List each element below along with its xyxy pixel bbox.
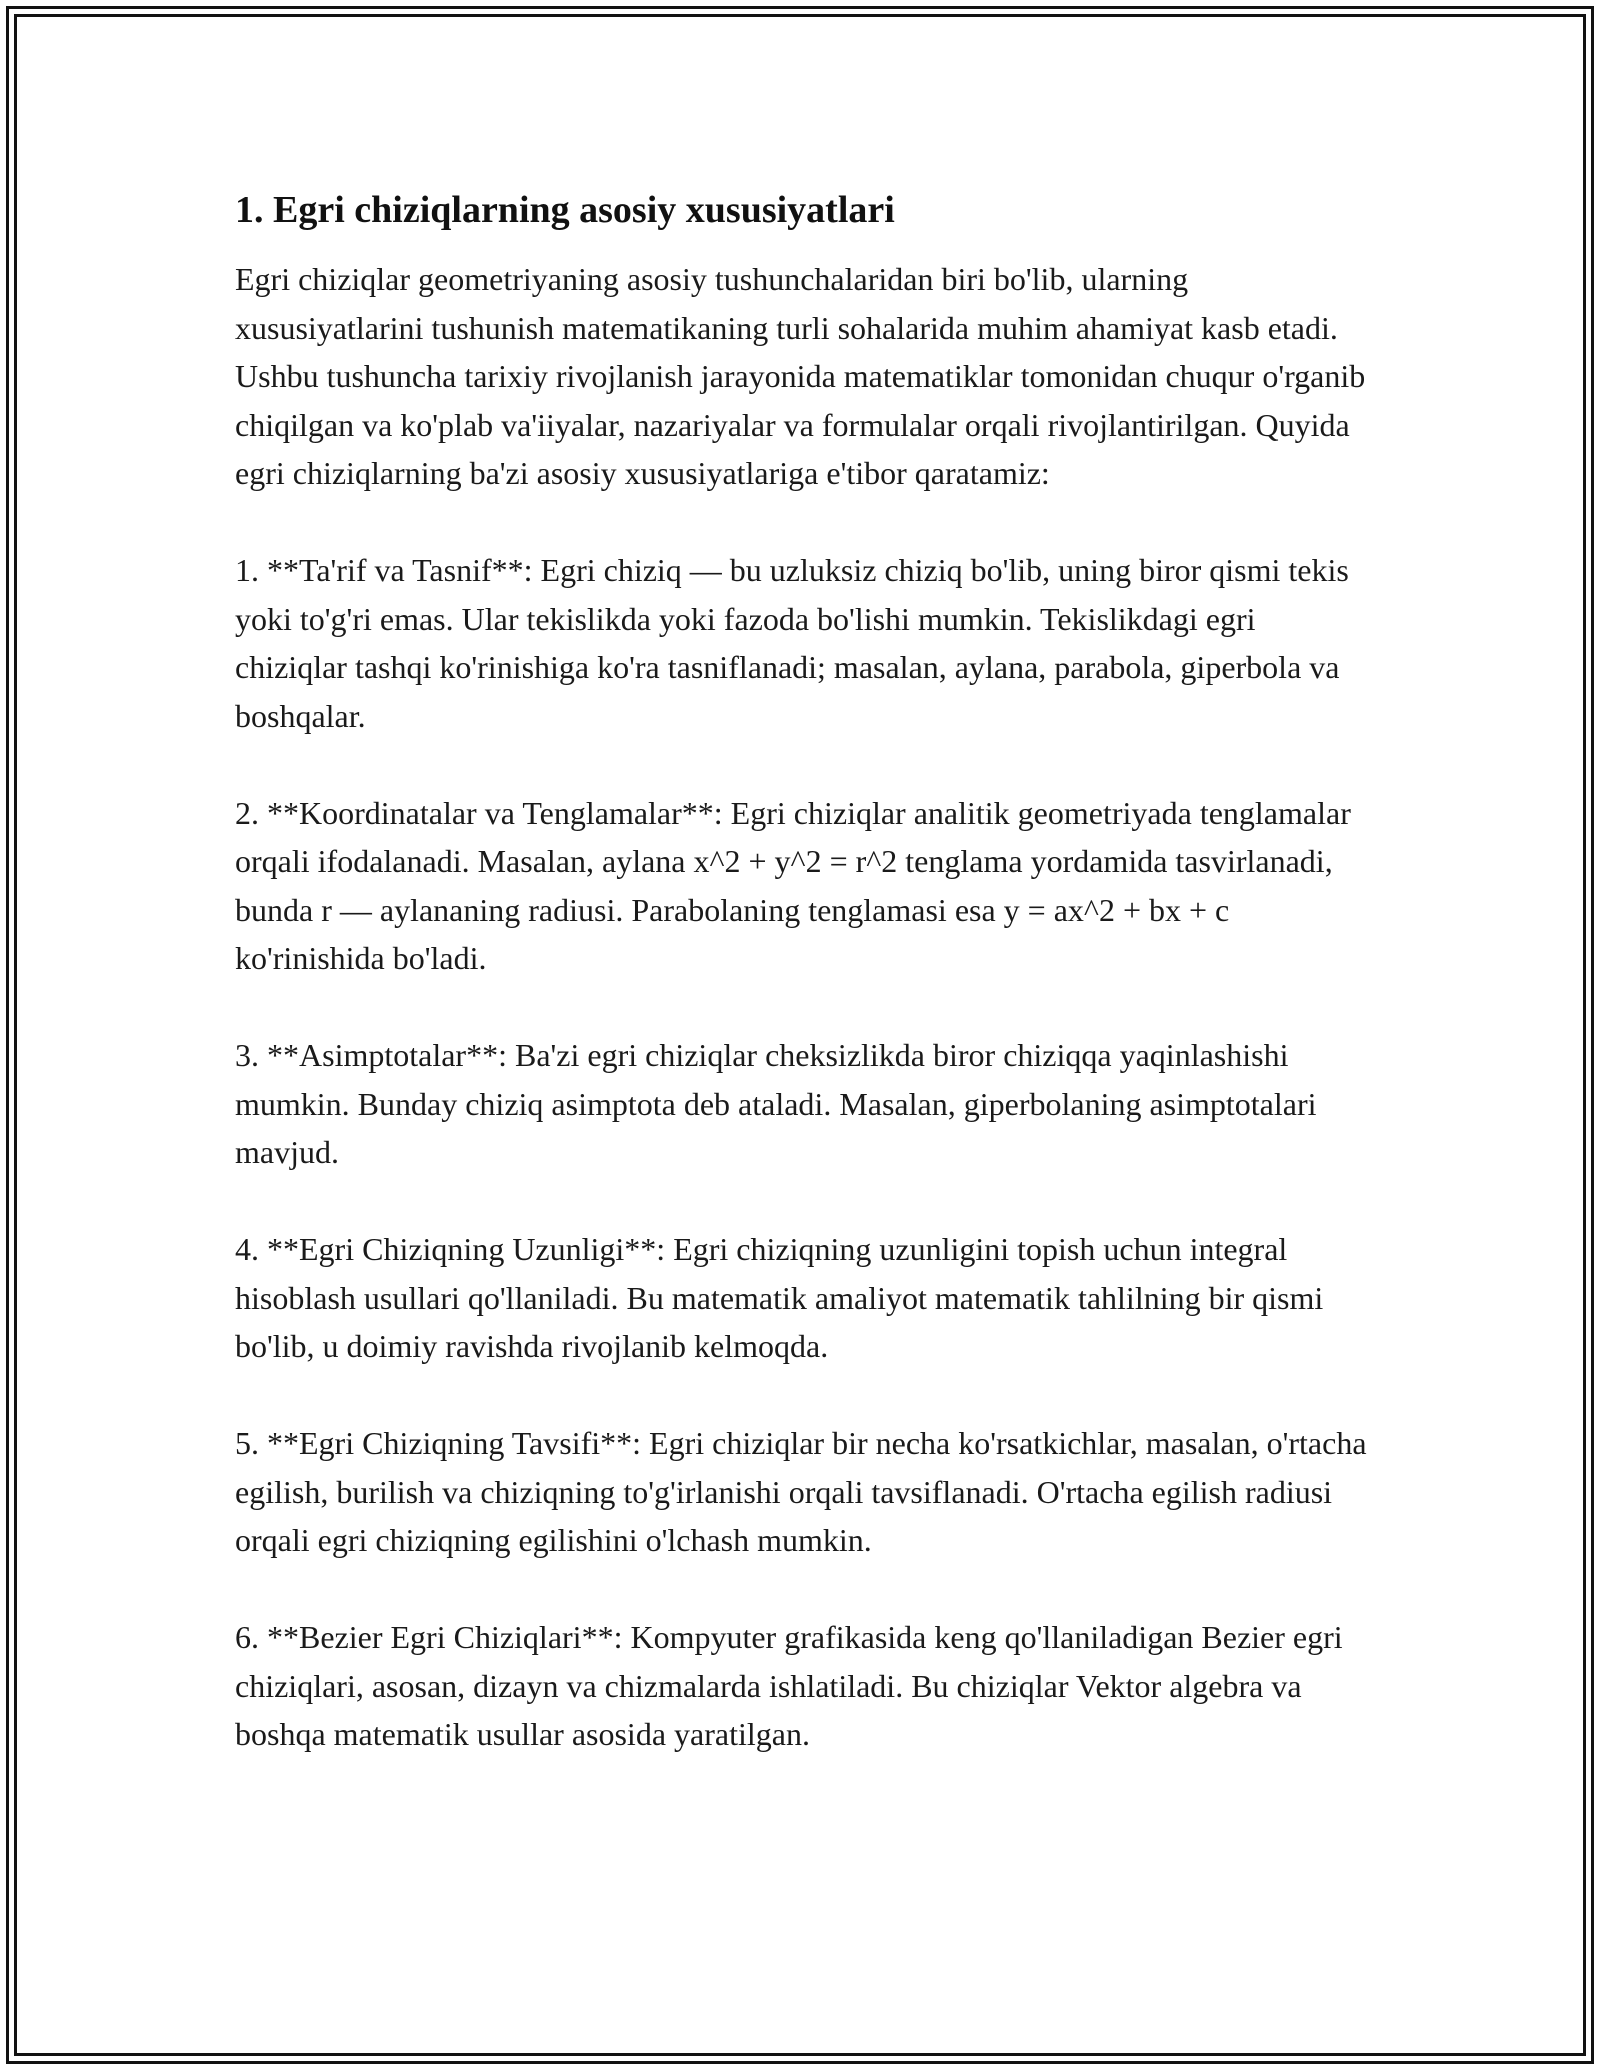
- list-item-asymptotes: 3. **Asimptotalar**: Ba'zi egri chiziqlar cheksizlikda biror chiziqqa yaqinlashishi mumkin. Bunday chiziq asimptota deb ataladi. Masalan, giperbolaning asimptotalari mavjud.: [235, 1037, 1317, 1170]
- list-item-coordinates: 2. **Koordinatalar va Tenglamalar**: Egri chiziqlar analitik geometriyada tenglamalar orqali ifodalanadi. Masalan, aylana x^2 + y^2 = r^2 tenglama yordamida tasvirlanadi, bunda r — aylananing radiusi. Parabolaning tenglamasi esa y = ax^2 + bx + c ko'rinishida bo'ladi.: [235, 794, 1351, 976]
- document-body: [235, 185, 1375, 1807]
- list-item-length: 4. **Egri Chiziqning Uzunligi**: Egri chiziqning uzunligini topish uchun integral hisoblash usullari qo'llaniladi. Bu matematik amaliyot matematik tahlilning bir qismi bo'lib, u doimiy ravishda rivojlanib kelmoqda.: [235, 1231, 1324, 1364]
- list-item-description: 5. **Egri Chiziqning Tavsifi**: Egri chiziqlar bir necha ko'rsatkichlar, masalan, o'rtacha egilish, burilish va chiziqning to'g'irlanishi orqali tavsiflanadi. O'rtacha egilish radiusi orqali egri chiziqning egilishini o'lchash mumkin.: [235, 1425, 1367, 1558]
- section-heading: 1. Egri chiziqlarning asosiy xususiyatlari: [235, 189, 895, 231]
- list-item-definition: 1. **Ta'rif va Tasnif**: Egri chiziq — bu uzluksiz chiziq bo'lib, uning biror qismi tekis yoki to'g'ri emas. Ular tekislikda yoki fazoda bo'lishi mumkin. Tekislikdagi egri chiziqlar tashqi ko'rinishiga ko'ra tasniflanadi; masalan, aylana, parabola, giperbola va boshqalar.: [235, 552, 1349, 734]
- intro-paragraph: Egri chiziqlar geometriyaning asosiy tushunchalaridan biri bo'lib, ularning xususiyatlarini tushunish matematikaning turli sohalarida muhim ahamiyat kasb etadi. Ushbu tushuncha tarixiy rivojlanish jarayonida matematiklar tomonidan chuqur o'rganib chiqilgan va ko'plab va'iiyalar, nazariyalar va formulalar orqali rivojlantirilgan. Quyida egri chiziqlarning ba'zi asosiy xususiyatlariga e'tibor qaratamiz:: [235, 261, 1366, 491]
- list-item-bezier: 6. **Bezier Egri Chiziqlari**: Kompyuter grafikasida keng qo'llaniladigan Bezier egri chiziqlari, asosan, dizayn va chizmalarda ishlatiladi. Bu chiziqlar Vektor algebra va boshqa matematik usullar asosida yaratilgan.: [235, 1619, 1343, 1752]
